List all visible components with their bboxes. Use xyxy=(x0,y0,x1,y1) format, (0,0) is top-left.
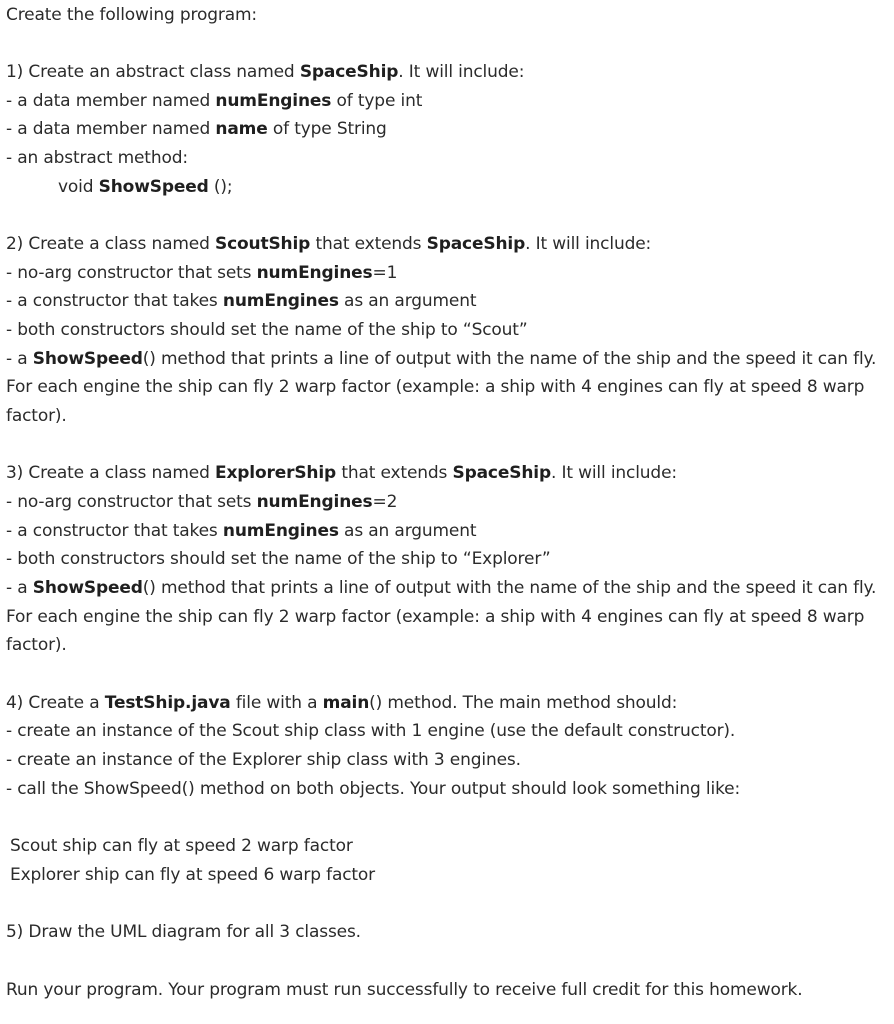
section-3-heading: 3) Create a class named ExplorerShip that extends SpaceShip. It will include: xyxy=(6,463,677,483)
method-name: ShowSpeed xyxy=(98,177,209,197)
section-2-item: - a ShowSpeed() method that prints a line of output with the name of the ship and the speed it can fly. xyxy=(6,349,877,369)
section-2-text: For each engine the ship can fly 2 warp factor (example: a ship with 4 engines can fly at speed 8 warp xyxy=(6,377,865,397)
class-name: SpaceShip xyxy=(299,62,399,82)
section-5-heading: 5) Draw the UML diagram for all 3 classes. xyxy=(6,922,361,942)
intro-line: Create the following program: xyxy=(6,5,257,25)
section-4-heading: 4) Create a TestShip.java file with a main() method. The main method should: xyxy=(6,693,678,713)
section-1-item: - a data member named numEngines of type int xyxy=(6,91,423,111)
section-2-item: - no-arg constructor that sets numEngines=1 xyxy=(6,263,398,283)
sample-output-line: Explorer ship can fly at speed 6 warp factor xyxy=(10,865,376,885)
class-name: SpaceShip xyxy=(452,463,551,483)
class-name: ScoutShip xyxy=(214,234,311,254)
section-3-item: - a constructor that takes numEngines as an argument xyxy=(6,521,477,541)
method-name: main xyxy=(322,693,370,713)
section-1-heading: 1) Create an abstract class named SpaceShip. It will include: xyxy=(6,62,525,82)
section-2-item: - a constructor that takes numEngines as an argument xyxy=(6,291,477,311)
file-name: TestShip.java xyxy=(104,693,231,713)
section-3-item: - a ShowSpeed() method that prints a line of output with the name of the ship and the speed it can fly. xyxy=(6,578,877,598)
class-name: ExplorerShip xyxy=(214,463,337,483)
field-name: name xyxy=(215,119,268,139)
section-4-item: - create an instance of the Scout ship class with 1 engine (use the default constructor). xyxy=(6,721,736,741)
abstract-method-signature: void ShowSpeed (); xyxy=(58,177,233,197)
section-3-text: For each engine the ship can fly 2 warp factor (example: a ship with 4 engines can fly at speed 8 warp xyxy=(6,607,865,627)
section-2-heading: 2) Create a class named ScoutShip that extends SpaceShip. It will include: xyxy=(6,234,652,254)
sample-output-line: Scout ship can fly at speed 2 warp factor xyxy=(10,836,353,856)
section-1-item: - an abstract method: xyxy=(6,148,188,168)
section-4-item: - call the ShowSpeed() method on both objects. Your output should look something like: xyxy=(6,779,741,799)
section-3-item: - no-arg constructor that sets numEngines=2 xyxy=(6,492,398,512)
class-name: SpaceShip xyxy=(426,234,526,254)
section-2-item: - both constructors should set the name of the ship to “Scout” xyxy=(6,320,528,340)
section-3-item: - both constructors should set the name of the ship to “Explorer” xyxy=(6,549,551,569)
section-4-item: - create an instance of the Explorer ship class with 3 engines. xyxy=(6,750,521,770)
field-name: numEngines xyxy=(215,91,332,111)
footer-instruction: Run your program. Your program must run successfully to receive full credit for this homework. xyxy=(6,980,803,1000)
section-1-item: - a data member named name of type String xyxy=(6,119,387,139)
section-3-text: factor). xyxy=(6,635,67,655)
section-2-text: factor). xyxy=(6,406,67,426)
